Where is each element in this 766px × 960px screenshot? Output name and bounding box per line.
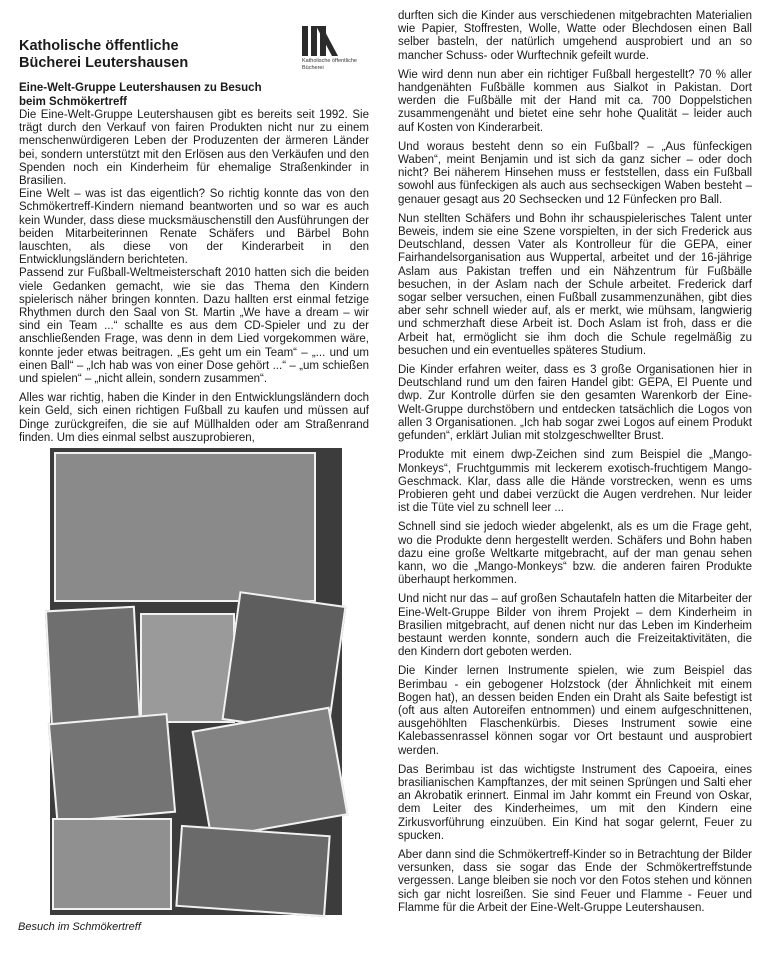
photo-caption: Besuch im Schmökertreff (18, 921, 141, 933)
publication-title-line2: Bücherei Leutershausen (19, 55, 189, 71)
article-paragraph: Die Kinder erfahren weiter, dass es 3 große Organisationen hier in Deutschland rund um den fairen Handel gibt: GEPA, El Puente und dwp. Zur Kontrolle dürfen sie den gesamten Warenkorb der Eine-Welt-Gruppe durchstöbern und entdecken tatsächlich die Logos von allen 3 Organisationen. „Ich hab sogar zwei Logos auf einem Produkt gefunden“, erklärt Julian mit stolzgeschwellter Brust. (398, 364, 752, 443)
photo-group-children (54, 452, 316, 602)
photo-table-products (48, 713, 176, 823)
photo-boy-portrait (52, 818, 172, 910)
left-column (19, 38, 369, 445)
article-paragraph: Aber dann sind die Schmökertreff-Kinder so in Betrachtung der Bilder versunken, dass sie sogar das Ende der Schmökertreffstunde vergessen. Lange bleiben sie noch vor den Fotos stehen und können sich gar nicht losreißen. Sie sind Feuer und Flamme - Feuer und Flamme für die Arbeit der Eine-Welt-Gruppe Leutershausen. (398, 848, 752, 914)
photo-presenter (140, 613, 235, 723)
article-paragraph: Und nicht nur das – auf großen Schautafeln hatten die Mitarbeiter der Eine-Welt-Gruppe Bilder von ihrem Projekt – dem Kinderheim in Brasilien mitgebracht, auf denen nicht nur das Leben im Kinderheim bestaunt werden konnte, sondern auch die Freizeitaktivitäten, die den Kindern dort geboten werden. (398, 593, 752, 659)
article-paragraph: Passend zur Fußball-Weltmeisterschaft 2010 hatten sich die beiden viele Gedanken gemacht, wie sie das Thema den Kindern spielerisch näher bringen konnten. Dazu hallten erst einmal fetzige Rhythmen durch den Saal von St. Martin „We have a dream – wir sind ein Team ...“ schallte es aus dem CD-Spieler und zu der anschließenden Frage, was denn in dem Lied vorgekommen wäre, konnte jeder etwas beitragen. „Es geht um ein Team“ – „... und um einen Ball“ – „Ich hab was von einer Dose gehört ...“ – „um schießen und spielen“ – „nicht allein, sondern zusammen“. (19, 267, 369, 386)
logo-text-line1: Katholische öffentliche (302, 58, 357, 64)
article-paragraph: Nun stellten Schäfers und Bohn ihr schauspielerisches Talent unter Beweis, indem sie eine Szene vorspielten, in der sich Frederick aus Deutschland, dessen Vater als Kontrolleur für die GEPA, einer Fairhandelsorganisation aus Wuppertal, arbeitet und der 16-jährige Aslam aus Pakistan treffen und ein Nähzentrum für Fußbälle besuchen, in der Aslam nach der Schule arbeitet. Frederick darf sogar selber versuchen, einen Fußball zusammenzunähen, gibt dies aber sehr schnell wieder auf, als er merkt, wie mühsam, langwierig und schmerzhaft diese Arbeit ist. Doch Aslam ist froh, dass er die Arbeit hat, ermöglicht sie ihm doch die Schule regelmäßig zu besuchen und ein eventuelles späteres Studium. (398, 212, 752, 357)
article-headline-line2: beim Schmökertreff (19, 95, 128, 108)
article-paragraph: Schnell sind sie jedoch wieder abgelenkt, als es um die Frage geht, wo die Produkte denn hergestellt werden. Schäfers und Bohn haben dazu eine große Weltkarte mitgebracht, auf der man genau sehen kann, wo die „Mango-Monkeys“ bzw. die anderen fairen Produkte überhaupt herkommen. (398, 521, 752, 587)
photo-boys-tasting (175, 825, 330, 917)
article-paragraph: Und woraus besteht denn so ein Fußball? – „Aus fünfeckigen Waben“, meint Benjamin und ist sich da ganz sicher – oder doch nicht? Bei näherem Hinsehen muss er feststellen, dass ein Fußball sowohl aus fünfeckigen als auch aus sechseckigen Waben besteht – genauer gesagt aus 20 Sechsecken und 12 Fünfecken pro Ball. (398, 140, 752, 206)
article-paragraph: Alles war richtig, haben die Kinder in den Entwicklungsländern doch kein Geld, sich einen richtigen Fußball zu kaufen und müssen auf Dinge zurückgreifen, die sie auf Müllhalden oder am Straßenrand finden. Um dies einmal selbst auszuprobieren, (19, 392, 369, 444)
article-paragraph: Wie wird denn nun aber ein richtiger Fußball hergestellt? 70 % aller handgenähten Fußbälle kommen aus Sialkot in Pakistan. Dort werden die Fußbälle mit der Hand mit ca. 700 Doppelstichen zusammengenäht und bietet eine sehr hohe Qualität – leider auch auf Kosten von Kinderarbeit. (398, 68, 752, 134)
article-paragraph: durften sich die Kinder aus verschiedenen mitgebrachten Materialien wie Papier, Stoffresten, Wolle, Watte oder Blechdosen einen Ball selber basteln, der natürlich umgehend ausprobiert und an so mancher Schuss- oder Wurftechnik gefeilt wurde. (398, 10, 752, 62)
article-paragraph: Eine Welt – was ist das eigentlich? So richtig konnte das von den Schmökertreff-Kindern niemand beantworten und so war es auch kein Wunder, dass diese mucksmäuschenstill den Ausführungen der beiden Mitarbeiterinnen Renate Schäfers und Bärbel Bohn lauschten, als diese von der Kinderarbeit in den Entwicklungsländern berichteten. (19, 188, 369, 267)
article-paragraph: Produkte mit einem dwp-Zeichen sind zum Beispiel die „Mango-Monkeys“, Fruchtgummis mit leckerem exotisch-fruchtigem Mango-Geschmack. Klar, dass alle die Hände vorstrecken, wenn es ums Probieren geht und dabei verzückt die Augen verdrehen. Nur leider ist die Tüte viel zu schnell leer ... (398, 449, 752, 515)
article-paragraph: Die Kinder lernen Instrumente spielen, wie zum Beispiel das Berimbau - ein gebogener Holzstock (der Ähnlichkeit mit einem Bogen hat), an dessen beiden Enden ein Draht als Saite befestigt ist (oft aus alten Autoreifen entnommen) und einem aufgeschnittenen, ausgehöhlten Flaschenkürbis. Dieses Instrument sowie eine Kalebassenrassel können sogar vor Ort bestaunt und ausprobiert werden. (398, 665, 752, 757)
article-paragraph: Das Berimbau ist das wichtigste Instrument des Capoeira, eines brasilianischen Kampftanzes, der mit seinen Sprüngen und Salti eher an Akrobatik erinnert. Einmal im Jahr kommt ein Freund von Oskar, dem Leiter des Kinderheimes, um mit den Kindern eine Zirkusvorführung einzuüben. Ein Kind hat sogar gelernt, Feuer zu spucken. (398, 763, 752, 842)
photo-world-map (192, 707, 349, 840)
publication-title-line1: Katholische öffentliche (19, 38, 179, 54)
article-headline-line1: Eine-Welt-Gruppe Leutershausen zu Besuch (19, 82, 262, 94)
logo-text-line2: Bücherei (302, 64, 324, 71)
photo-collage (50, 448, 342, 915)
photo-girl-with-ball (45, 606, 141, 731)
article-paragraph: Die Eine-Welt-Gruppe Leutershausen gibt es bereits seit 1992. Sie trägt durch den Verkauf von fairen Produkten nicht nur zu einem menschenwürdigeren Leben der Produzenten der ärmeren Länder bei, sondern unterstützt mit den Erlösen aus den Verkäufen und den Spenden noch ein Kinderheim für ehemalige Straßenkinder in Brasilien. (19, 109, 369, 188)
right-column (398, 10, 752, 915)
